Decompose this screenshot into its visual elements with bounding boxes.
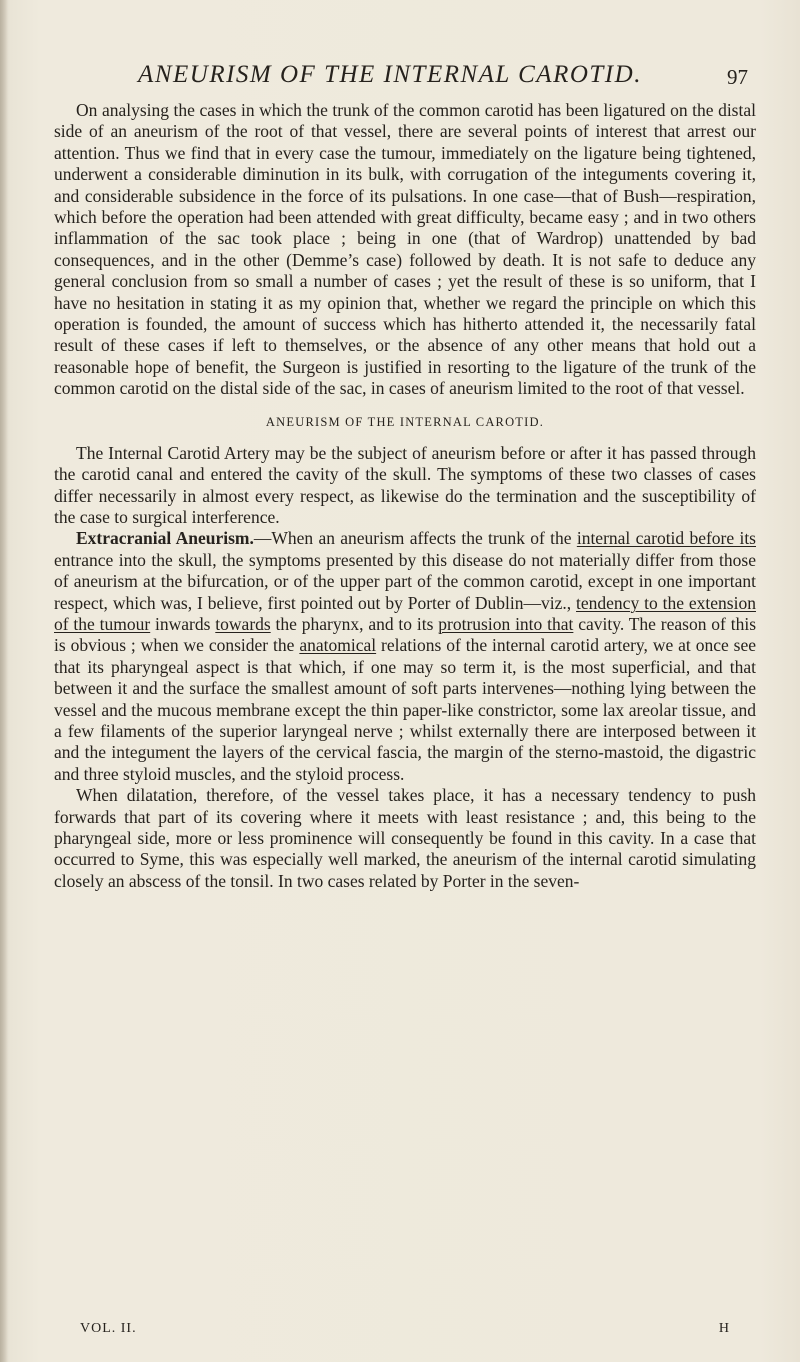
page-footer xyxy=(80,1318,730,1340)
page-number: 97 xyxy=(727,65,748,89)
spine-shadow xyxy=(0,0,8,1362)
paragraph-extracranial-aneurism xyxy=(54,528,756,785)
body-text xyxy=(54,100,756,892)
underlined-text: internal carotid before its xyxy=(576,528,756,549)
signature-mark: H xyxy=(718,1321,730,1336)
underlined-text: protrusion into that xyxy=(438,613,574,634)
underlined-text: tendency to the extension of the tumour xyxy=(54,592,756,634)
text-fragment: cavity. The reason of this is obvious ; when we consider the xyxy=(54,613,757,656)
underlined-text: towards xyxy=(215,613,271,634)
underlined-text: anatomical xyxy=(299,635,377,656)
running-head xyxy=(0,60,800,96)
text-fragment: relations of the internal carotid artery, we at once see that its pharyngeal aspect is that which, if one may so term it, is the most superficial, and that between it and the surface the smallest amount of soft parts intervenes—nothing lying between the vessel and the mucous membrane except the thin paper-like constrictor, some lax areolar tissue, and a few filaments of the superior laryngeal nerve ; whilst externally there are interposed between it and the integument the layers of the cervical fascia, the margin of the sterno-mastoid, the digastric and three styloid muscles, and the styloid process. xyxy=(54,635,756,784)
text-fragment: the pharynx, and to its xyxy=(270,613,439,634)
paragraph-dilatation: When dilatation, therefore, of the vessel takes place, it has a necessary tendency to push forwards that part of its covering where it meets with least resistance ; and, this being to the pharyngeal side, more or less prominence will consequently be found in this cavity. In a case that occurred to Syme, this was especially well marked, the aneurism of the internal carotid simulating closely an abscess of the tonsil. In two cases related by Porter in the seven- xyxy=(54,785,756,891)
paragraph-ligature-conclusion: On analysing the cases in which the trunk of the common carotid has been ligatured on the distal side of an aneurism of the root of that vessel, there are several points of interest that arrest our attention. Thus we find that in every case the tumour, immediately on the ligature being tightened, underwent a considerable diminution in its bulk, with corrugation of the integuments covering it, and considerable subsidence in the force of its pulsations. In one case—that of Bush—respiration, which before the operation had been attended with great difficulty, became easy ; and in two others inflammation of the sac took place ; being in one (that of Wardrop) unattended by bad consequences, and in the other (Demme’s case) followed by death. It is not safe to deduce any general conclusion from so small a number of cases ; yet the result of these is so uniform, that I have no hesitation in stating it as my opinion that, whether we regard the principle on which this operation is founded, the amount of success which has hitherto attended it, the necessarily fatal result of these cases if left to themselves, or the absence of any other means that hold out a reasonable hope of benefit, the Surgeon is justified in resorting to the ligature of the trunk of the common carotid on the distal side of the sac, in cases of aneurism limited to the root of that vessel. xyxy=(54,100,756,399)
text-fragment: entrance into the skull, the symptoms presented by this disease do not materially differ from those of aneurism at the bifurcation, or of the upper part of the common carotid, except in one important respect, which was, I believe, first pointed out by Porter of Dublin—viz., xyxy=(54,549,756,613)
subhead-extracranial-aneurism: Extracranial Aneurism. xyxy=(76,528,254,549)
volume-label: VOL. II. xyxy=(80,1321,137,1336)
paragraph-internal-carotid-intro: The Internal Carotid Artery may be the subject of aneurism before or after it has passed through the carotid canal and entered the cavity of the skull. The symptoms of these two classes of cases differ necessarily in almost every respect, as likewise do the termination and the susceptibility of the case to surgical interference. xyxy=(54,442,756,527)
text-fragment: —When an aneurism affects the trunk of the xyxy=(253,528,577,549)
running-title: ANEURISM OF THE INTERNAL CAROTID. xyxy=(138,61,642,88)
section-heading: ANEURISM OF THE INTERNAL CAROTID. xyxy=(265,414,545,429)
text-fragment: inwards xyxy=(150,613,216,634)
